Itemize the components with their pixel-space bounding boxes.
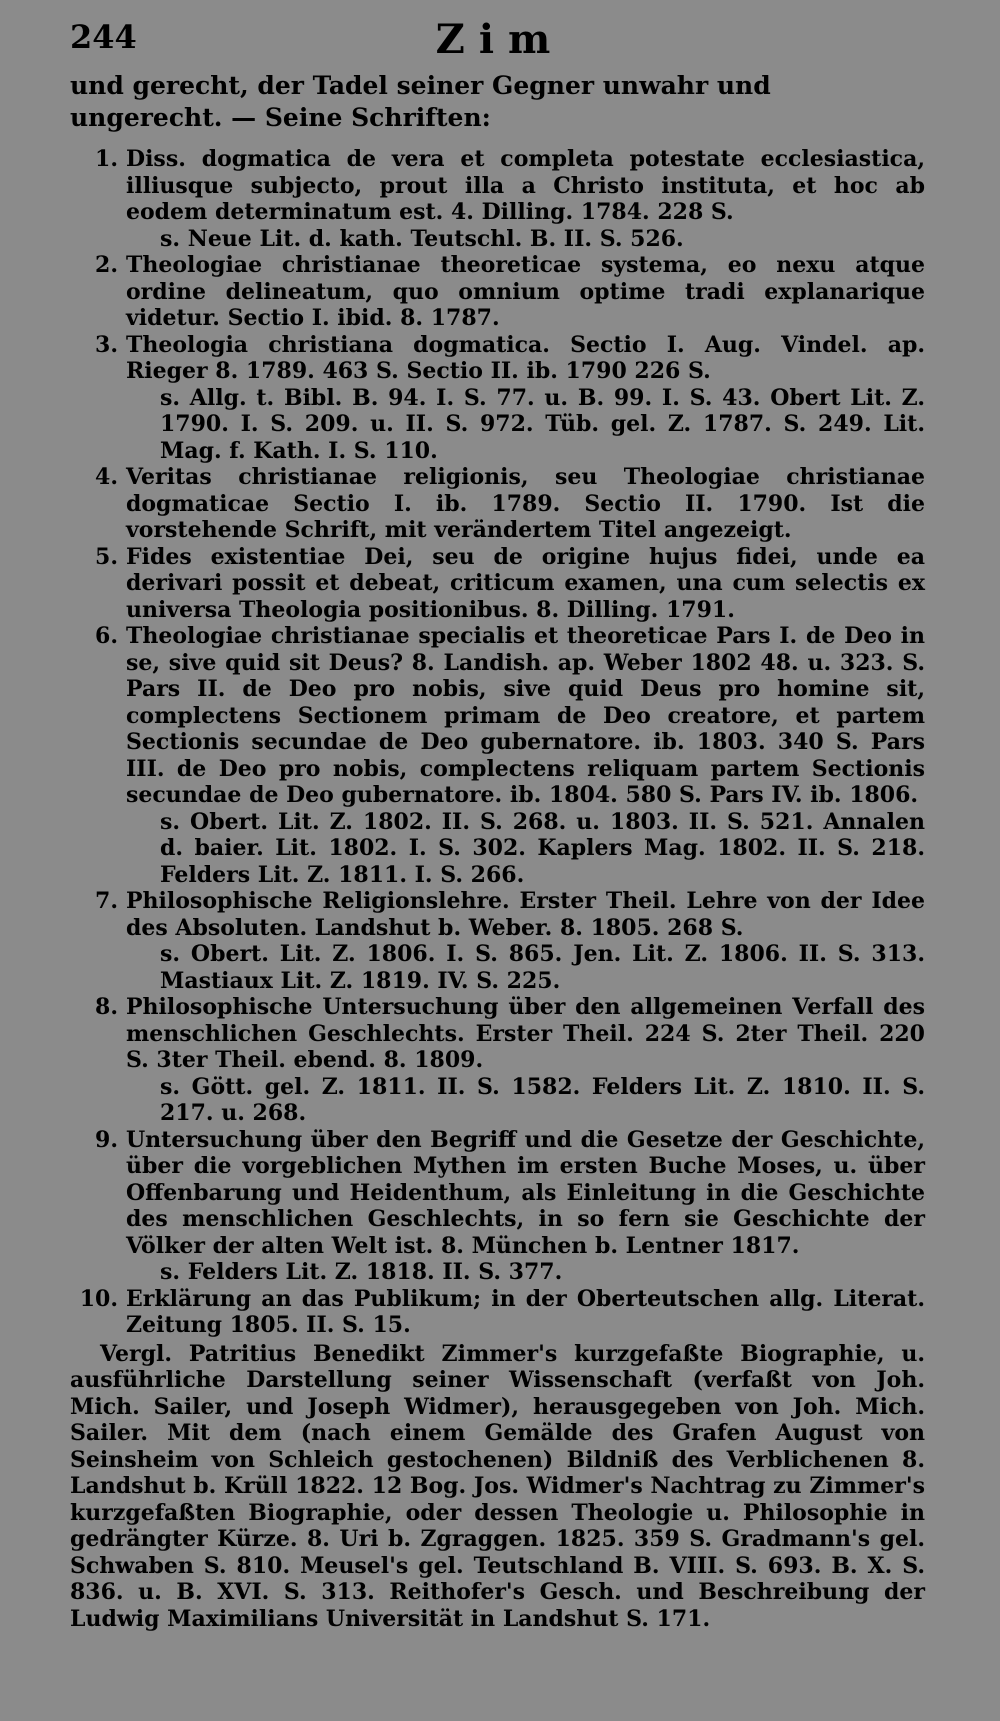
bibliography-entry — [70, 332, 925, 465]
entry-reference: s. Obert. Lit. Z. 1806. I. S. 865. Jen. Lit. Z. 1806. II. S. 313. Mastiaux Lit. Z. 1819. IV. S. 225. — [160, 941, 925, 994]
entry-text: Diss. dogmatica de vera et completa potestate ecclesiastica, illiusque subjecto, prout illa a Christo instituta, et hoc ab eodem determinatum est. 4. Dilling. 1784. 228 S. — [126, 146, 925, 225]
page-body — [70, 70, 925, 1654]
entry-text: Untersuchung über den Begriff und die Gesetze der Geschichte, über die vorgeblichen Mythen im ersten Buche Moses, u. über Offenbarung und Heidenthum, als Einleitung in die Geschichte des menschlichen Geschlechts, in so fern sie Geschichte der Völker der alten Welt ist. 8. München b. Lentner 1817. — [126, 1126, 925, 1259]
entry-text: Theologiae christianae theoreticae systema, eo nexu atque ordine delineatum, quo omnium optime tradi explanarique videtur. Sectio I. ibid. 8. 1787. — [126, 252, 925, 331]
entry-number: 10. — [79, 1285, 118, 1312]
bibliography-entry — [70, 252, 925, 332]
bibliography-entry — [70, 1127, 925, 1286]
entry-number: 6. — [95, 623, 118, 649]
page-number: 244 — [70, 18, 137, 56]
bibliography-entry — [70, 994, 925, 1127]
entry-number: 5. — [95, 543, 118, 570]
entry-text: Philosophische Untersuchung über den allgemeinen Verfall des menschlichen Geschlechts. Erster Theil. 224 S. 2ter Theil. 220 S. 3ter Theil. ebend. 8. 1809. — [126, 994, 925, 1073]
bibliography-entry — [70, 623, 925, 888]
entry-number: 7. — [95, 888, 118, 914]
entry-reference: s. Allg. t. Bibl. B. 94. I. S. 77. u. B. 99. I. S. 43. Obert Lit. Z. 1790. I. S. 209. u. II. S. 972. Tüb. gel. Z. 1787. S. 249. Lit. Mag. f. Kath. I. S. 110. — [160, 384, 925, 464]
entry-reference: s. Gött. gel. Z. 1811. II. S. 1582. Felders Lit. Z. 1810. II. S. 217. u. 268. — [160, 1073, 925, 1126]
entry-reference: s. Felders Lit. Z. 1818. II. S. 377. — [160, 1259, 563, 1285]
entry-number: 4. — [95, 464, 118, 490]
bibliography-entry — [70, 1286, 925, 1339]
bibliography-entry — [70, 146, 925, 252]
entry-text: Fides existentiae Dei, seu de origine hujus fidei, unde ea derivari possit et debeat, criticum examen, una cum selectis ex universa Theologia positionibus. 8. Dilling. 1791. — [126, 543, 925, 623]
entry-reference: s. Obert. Lit. Z. 1802. II. S. 268. u. 1803. II. S. 521. Annalen d. baier. Lit. 1802. I. S. 302. Kaplers Mag. 1802. II. S. 218. Felders Lit. Z. 1811. I. S. 266. — [160, 808, 925, 888]
entry-number: 2. — [95, 252, 118, 278]
entry-text: Erklärung an das Publikum; in der Oberteutschen allg. Literat. Zeitung 1805. II. S. 15. — [126, 1285, 925, 1338]
entry-text: Theologia christiana dogmatica. Sectio I. Aug. Vindel. ap. Rieger 8. 1789. 463 S. Sectio II. ib. 1790 226 S. — [126, 331, 925, 384]
entry-number: 8. — [95, 994, 118, 1020]
entry-text: Philosophische Religionslehre. Erster Theil. Lehre von der Idee des Absoluten. Landshut b. Weber. 8. 1805. 268 S. — [126, 888, 925, 941]
bibliography-entry — [70, 888, 925, 994]
entry-number: 9. — [95, 1126, 118, 1153]
entry-number: 1. — [95, 146, 118, 172]
running-head: Zim — [435, 16, 565, 63]
page-header — [0, 18, 1000, 66]
entry-text: Veritas christianae religionis, seu Theologiae christianae dogmaticae Sectio I. ib. 1789. Sectio II. 1790. Ist die vorstehende Schrift, mit verändertem Titel angezeigt. — [126, 464, 925, 543]
entry-reference: s. Neue Lit. d. kath. Teutschl. B. II. S. 526. — [160, 225, 684, 252]
entry-number: 3. — [95, 331, 118, 358]
bibliography-entry — [70, 544, 925, 624]
entry-text: Theologiae christianae specialis et theoreticae Pars I. de Deo in se, sive quid sit Deus? 8. Landish. ap. Weber 1802 48. u. 323. S. Pars II. de Deo pro nobis, sive quid Deus pro homine sit, complectens Sectionem primam de Deo creatore, et partem Sectionis secundae de Deo gubernatore. ib. 1803. 340 S. Pars III. de Deo pro nobis, complectens reliquam partem Sectionis secundae de Deo gubernatore. ib. 1804. 580 S. Pars IV. ib. 1806. — [126, 623, 925, 808]
closing-note: Vergl. Patritius Benedikt Zimmer's kurzgefaßte Biographie, u. ausführliche Darstellung seiner Wissenschaft (verfaßt von Joh. Mich. Sailer, und Joseph Widmer), herausgegeben von Joh. Mich. Sailer. Mit dem (nach einem Gemälde des Grafen August von Seinsheim von Schleich gestochenen) Bildniß des Verblichenen 8. Landshut b. Krüll 1822. 12 Bog. Jos. Widmer's Nachtrag zu Zimmer's kurzgefaßten Biographie, oder dessen Theologie u. Philosophie in gedrängter Kürze. 8. Uri b. Zgraggen. 1825. 359 S. Gradmann's gel. Schwaben S. 810. Meusel's gel. Teutschland B. VIII. S. 693. B. X. S. 836. u. B. XVI. S. 313. Reithofer's Gesch. und Beschreibung der Ludwig Maximilians Universität in Landshut S. 171. — [70, 1340, 926, 1632]
bibliography-entry — [70, 464, 925, 544]
intro-text: und gerecht, der Tadel seiner Gegner unwahr und ungerecht. — Seine Schriften: — [70, 71, 771, 132]
